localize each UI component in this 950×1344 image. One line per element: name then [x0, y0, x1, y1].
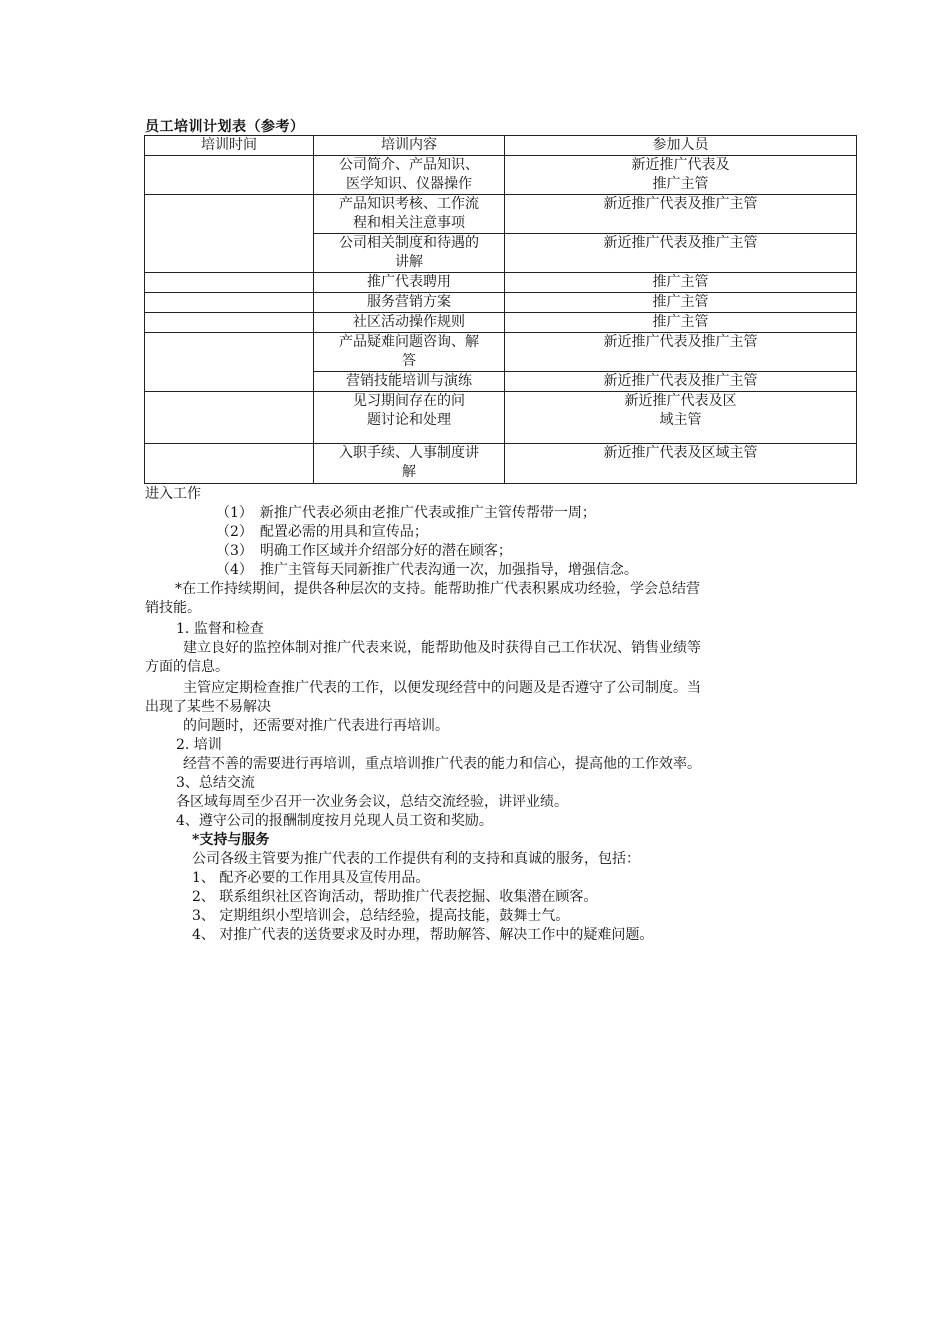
table-row — [145, 293, 857, 313]
cell-content: 推广代表聘用 — [314, 273, 505, 293]
cell-people: 推广主管 — [505, 313, 857, 333]
cell-people: 新近推广代表及推广主管 — [505, 372, 857, 392]
cell-people: 推广主管 — [505, 293, 857, 313]
summary-paragraph: 各区域每周至少召开一次业务会议，总结交流经验，讲评业绩。 — [176, 794, 568, 810]
step-item: （3） 明确工作区域并介绍部分好的潜在顾客； — [216, 543, 512, 559]
table-row — [145, 273, 857, 293]
training-plan-table — [144, 135, 857, 484]
cell-content: 产品知识考核、工作流 程和相关注意事项 — [314, 195, 505, 234]
cell-time — [145, 333, 314, 392]
section-summary-title: 3、总结交流 — [176, 775, 255, 791]
cell-time — [145, 273, 314, 293]
table-header-row — [145, 136, 857, 156]
service-item: 3、 定期组织小型培训会，总结经验，提高技能，鼓舞士气。 — [192, 908, 570, 924]
service-heading: *支持与服务 — [192, 832, 270, 848]
table-row — [145, 333, 857, 372]
section-training-title: 2. 培训 — [176, 737, 222, 753]
service-intro: 公司各级主管要为推广代表的工作提供有利的支持和真诚的服务，包括： — [192, 851, 640, 867]
step-item: （2） 配置必需的用具和宣传品； — [216, 524, 428, 540]
supervision-paragraph: 建立良好的监控体制对推广代表来说，能帮助他及时获得自己工作状况、销售业绩等 — [183, 640, 701, 656]
cell-content: 公司简介、产品知识、 医学知识、仪器操作 — [314, 156, 505, 195]
section-supervision-title: 1. 监督和检查 — [176, 621, 264, 637]
service-item: 4、 对推广代表的送货要求及时办理，帮助解答、解决工作中的疑难问题。 — [192, 927, 654, 943]
document-title: 员工培训计划表（参考） — [145, 119, 305, 135]
inspection-paragraph-cont: 出现了某些不易解决 — [145, 699, 271, 715]
table-row — [145, 313, 857, 333]
cell-people: 新近推广代表及区 域主管 — [505, 392, 857, 444]
table-row — [145, 392, 857, 444]
step-item: （1） 新推广代表必须由老推广代表或推广主管传帮带一周； — [216, 505, 596, 521]
header-training-time: 培训时间 — [145, 136, 314, 156]
cell-people: 推广主管 — [505, 273, 857, 293]
table-row — [145, 444, 857, 484]
cell-people: 新近推广代表及推广主管 — [505, 333, 857, 372]
training-paragraph: 经营不善的需要进行再培训，重点培训推广代表的能力和信心，提高他的工作效率。 — [183, 756, 701, 772]
support-paragraph-cont: 销技能。 — [145, 600, 201, 616]
cell-time — [145, 156, 314, 195]
cell-time — [145, 195, 314, 273]
cell-content: 社区活动操作规则 — [314, 313, 505, 333]
inspection-paragraph: 主管应定期检查推广代表的工作，以便发现经营中的问题及是否遵守了公司制度。当 — [183, 680, 701, 696]
cell-people: 新近推广代表及区域主管 — [505, 444, 857, 484]
table-row — [145, 195, 857, 234]
supervision-paragraph-cont: 方面的信息。 — [145, 659, 229, 675]
cell-time — [145, 313, 314, 333]
cell-time — [145, 392, 314, 444]
cell-content: 营销技能培训与演练 — [314, 372, 505, 392]
cell-people: 新近推广代表及推广主管 — [505, 195, 857, 234]
service-item: 1、 配齐必要的工作用具及宣传用品。 — [192, 870, 430, 886]
step-item: （4） 推广主管每天同新推广代表沟通一次，加强指导，增强信念。 — [216, 562, 638, 578]
header-participants: 参加人员 — [505, 136, 857, 156]
cell-content: 公司相关制度和待遇的 讲解 — [314, 234, 505, 273]
compensation-paragraph: 4、遵守公司的报酬制度按月兑现人员工资和奖励。 — [176, 813, 493, 829]
cell-content: 服务营销方案 — [314, 293, 505, 313]
inspection-paragraph-cont: 的问题时，还需要对推广代表进行再培训。 — [183, 718, 449, 734]
cell-people: 新近推广代表及推广主管 — [505, 234, 857, 273]
cell-content: 入职手续、人事制度讲 解 — [314, 444, 505, 484]
enter-work-heading: 进入工作 — [145, 486, 201, 502]
cell-people: 新近推广代表及 推广主管 — [505, 156, 857, 195]
cell-time — [145, 444, 314, 484]
table-row — [145, 156, 857, 195]
cell-content: 见习期间存在的问 题讨论和处理 — [314, 392, 505, 444]
support-paragraph: *在工作持续期间，提供各种层次的支持。能帮助推广代表积累成功经验，学会总结营 — [175, 581, 700, 597]
service-item: 2、 联系组织社区咨询活动，帮助推广代表挖掘、收集潜在顾客。 — [192, 889, 598, 905]
cell-time — [145, 293, 314, 313]
header-training-content: 培训内容 — [314, 136, 505, 156]
cell-content: 产品疑难问题咨询、解 答 — [314, 333, 505, 372]
